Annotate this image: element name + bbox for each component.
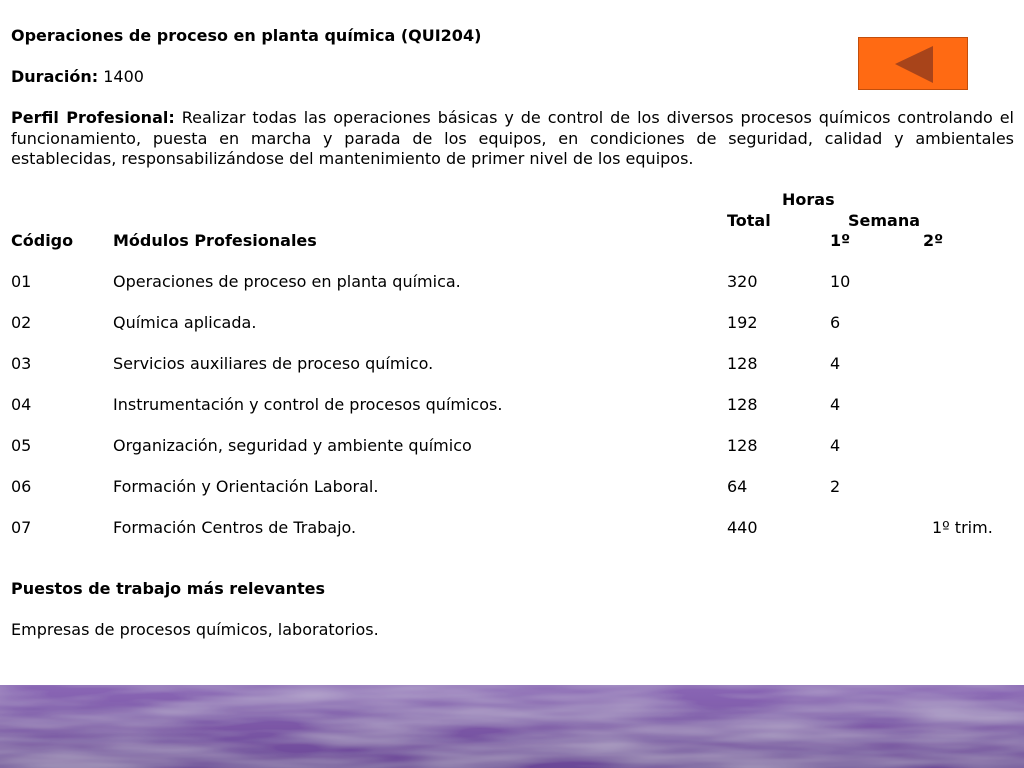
duration-value: 1400 bbox=[103, 67, 144, 86]
row-first: 2 bbox=[830, 477, 841, 496]
row-code: 05 bbox=[11, 436, 32, 455]
row-module: Operaciones de proceso en planta química. bbox=[113, 272, 461, 291]
back-arrow-shape bbox=[895, 46, 933, 83]
header-code: Código bbox=[11, 231, 74, 250]
header-week: Semana bbox=[848, 211, 921, 230]
profile-text: Realizar todas las operaciones básicas y de control de los diversos procesos químicos controlando el funcionamiento, puesta en marcha y parada de los equipos, en condiciones de seguridad, calidad y ambientales establecidas, responsabilizándose del mantenimiento de primer nivel de los equipos. bbox=[11, 108, 1015, 168]
duration-line bbox=[11, 67, 144, 87]
row-total: 440 bbox=[727, 518, 758, 537]
row-total: 128 bbox=[727, 436, 758, 455]
row-code: 02 bbox=[11, 313, 32, 332]
row-first: 6 bbox=[830, 313, 841, 332]
row-module: Formación Centros de Trabajo. bbox=[113, 518, 357, 537]
header-hours: Horas bbox=[782, 190, 835, 209]
header-modules: Módulos Profesionales bbox=[113, 231, 317, 250]
row-code: 06 bbox=[11, 477, 32, 496]
back-arrow-icon bbox=[859, 38, 967, 89]
footer-texture bbox=[0, 685, 1024, 768]
row-second: 1º trim. bbox=[932, 518, 993, 537]
row-first: 4 bbox=[830, 395, 841, 414]
profile-label: Perfil Profesional: bbox=[11, 108, 175, 127]
header-second-year: 2º bbox=[923, 231, 944, 250]
row-code: 07 bbox=[11, 518, 32, 537]
header-first-year: 1º bbox=[830, 231, 851, 250]
row-first: 10 bbox=[830, 272, 851, 291]
row-code: 01 bbox=[11, 272, 32, 291]
row-module: Organización, seguridad y ambiente químico bbox=[113, 436, 472, 455]
row-total: 128 bbox=[727, 395, 758, 414]
row-first: 4 bbox=[830, 436, 841, 455]
back-button[interactable] bbox=[858, 37, 968, 90]
row-total: 320 bbox=[727, 272, 758, 291]
row-module: Formación y Orientación Laboral. bbox=[113, 477, 379, 496]
duration-label: Duración: bbox=[11, 67, 99, 86]
row-module: Instrumentación y control de procesos químicos. bbox=[113, 395, 503, 414]
footer-band bbox=[0, 685, 1024, 768]
row-module: Servicios auxiliares de proceso químico. bbox=[113, 354, 434, 373]
header-total: Total bbox=[727, 211, 771, 230]
footer-band-fill bbox=[0, 685, 1024, 768]
row-first: 4 bbox=[830, 354, 841, 373]
row-module: Química aplicada. bbox=[113, 313, 257, 332]
document-title: Operaciones de proceso en planta química (QUI204) bbox=[11, 26, 482, 45]
professional-profile bbox=[11, 108, 1014, 170]
jobs-heading: Puestos de trabajo más relevantes bbox=[11, 579, 326, 598]
row-code: 03 bbox=[11, 354, 32, 373]
row-total: 128 bbox=[727, 354, 758, 373]
row-total: 192 bbox=[727, 313, 758, 332]
jobs-text: Empresas de procesos químicos, laboratorios. bbox=[11, 620, 379, 639]
row-total: 64 bbox=[727, 477, 748, 496]
row-code: 04 bbox=[11, 395, 32, 414]
